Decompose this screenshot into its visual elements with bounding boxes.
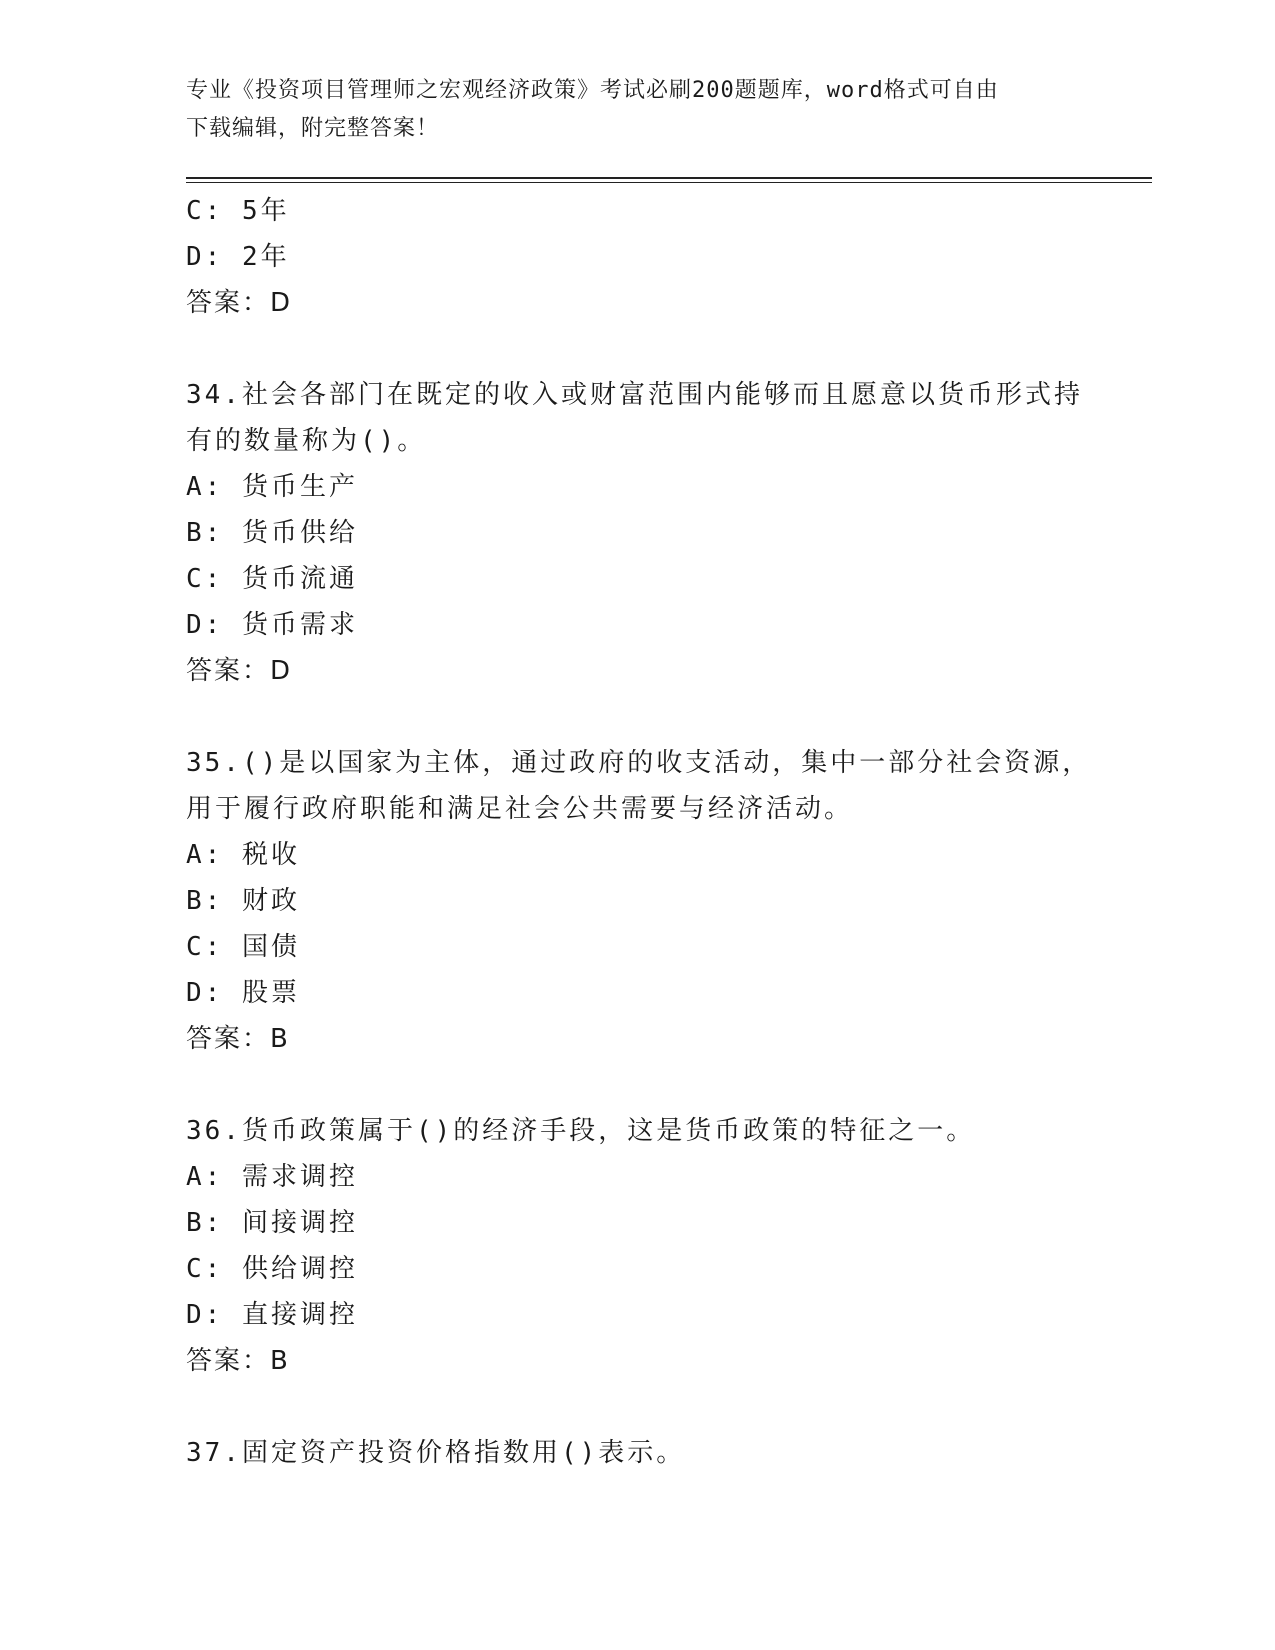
option-a: A: 税收 (186, 840, 300, 870)
header-title-line-1: 专业《投资项目管理师之宏观经济政策》考试必刷200题题库，word格式可自由 (186, 78, 999, 103)
header-divider-thick (186, 177, 1152, 179)
option-b: B: 财政 (186, 886, 300, 916)
header-title-line-2: 下载编辑，附完整答案！ (186, 116, 440, 141)
question-stem-line-1: 34.社会各部门在既定的收入或财富范围内能够而且愿意以货币形式持 (186, 380, 1083, 410)
question-35 (186, 740, 1092, 1062)
option-b: B: 货币供给 (186, 518, 358, 548)
option-b: B: 间接调控 (186, 1208, 358, 1238)
document-header (186, 72, 1066, 148)
question-37 (186, 1430, 1086, 1476)
question-33 (186, 188, 1086, 326)
question-36 (186, 1108, 1086, 1384)
option-c: C: 国债 (186, 932, 300, 962)
option-a: A: 货币生产 (186, 472, 358, 502)
option-d: D: 直接调控 (186, 1300, 358, 1330)
spacer (186, 694, 1086, 740)
option-c: C: 供给调控 (186, 1254, 358, 1284)
question-stem-line-1: 35.()是以国家为主体，通过政府的收支活动，集中一部分社会资源， (186, 748, 1092, 778)
spacer (186, 326, 1086, 372)
answer-line: 答案：D (186, 288, 293, 318)
question-stem-line-1: 37.固定资产投资价格指数用()表示。 (186, 1438, 686, 1468)
option-a: A: 需求调控 (186, 1162, 358, 1192)
question-stem-line-2: 用于履行政府职能和满足社会公共需要与经济活动。 (186, 794, 854, 824)
spacer (186, 1384, 1086, 1430)
answer-line: 答案：D (186, 656, 293, 686)
spacer (186, 1062, 1086, 1108)
option-d: D: 2年 (186, 242, 290, 272)
question-stem-line-1: 36.货币政策属于()的经济手段，这是货币政策的特征之一。 (186, 1116, 976, 1146)
question-list (186, 188, 1092, 1476)
header-divider-thin (186, 182, 1152, 183)
option-c: C: 5年 (186, 196, 290, 226)
option-c: C: 货币流通 (186, 564, 358, 594)
option-d: D: 货币需求 (186, 610, 358, 640)
question-stem-line-2: 有的数量称为()。 (186, 426, 427, 456)
question-34 (186, 372, 1086, 694)
option-d: D: 股票 (186, 978, 300, 1008)
answer-line: 答案：B (186, 1024, 290, 1054)
answer-line: 答案：B (186, 1346, 290, 1376)
